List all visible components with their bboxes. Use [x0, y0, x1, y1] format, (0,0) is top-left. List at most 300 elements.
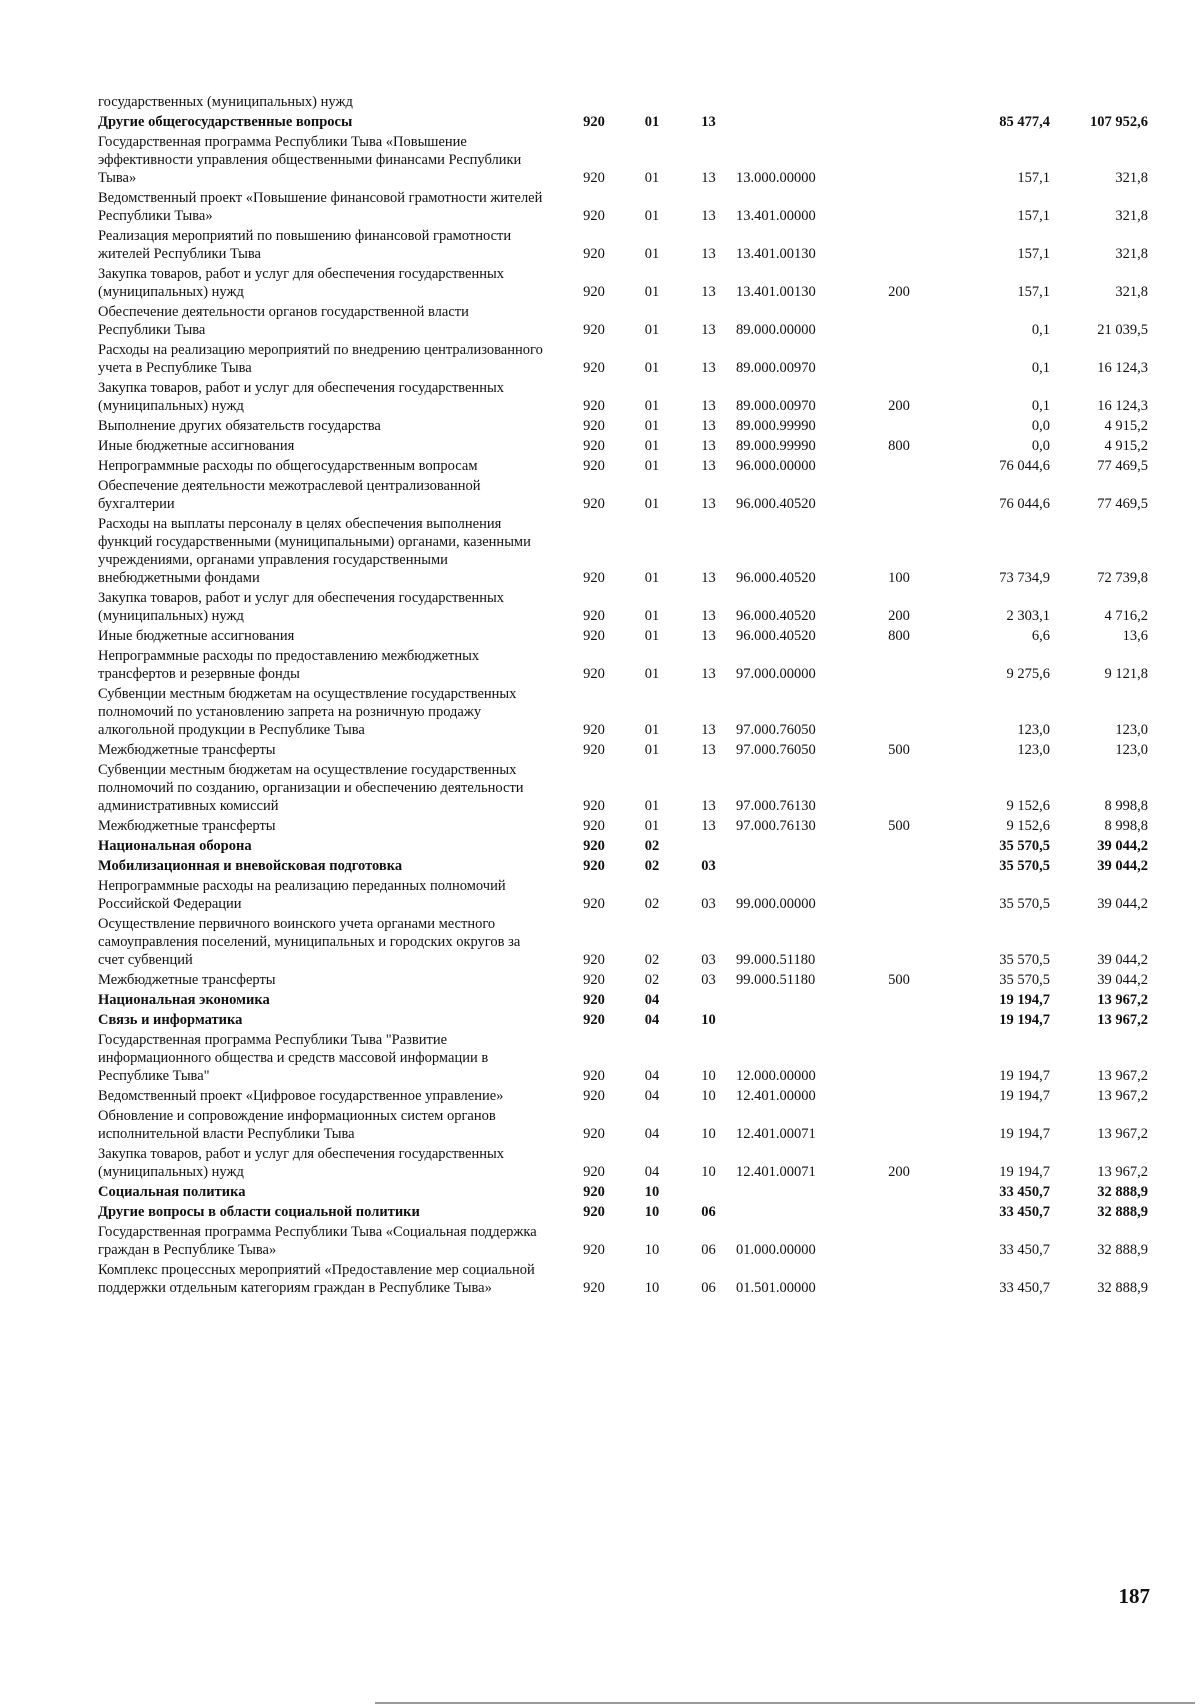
row-amount-year-2: 4 915,2	[1104, 438, 1148, 454]
row-description: Межбюджетные трансферты	[98, 972, 276, 988]
row-target-article-code: 96.000.40520	[736, 608, 816, 624]
row-grbs-code: 920	[583, 1280, 605, 1296]
row-section-code: 02	[644, 972, 660, 988]
row-expense-type-code	[866, 226, 932, 264]
row-amount-year-1: 33 450,7	[999, 1242, 1050, 1258]
row-amount-year-1: 35 570,5	[999, 838, 1050, 854]
row-expense-type-code	[866, 132, 932, 188]
row-amount-year-2: 4 716,2	[1104, 608, 1148, 624]
row-grbs-code: 920	[583, 398, 605, 414]
row-amount-year-2: 39 044,2	[1097, 838, 1148, 854]
row-amount-year-2: 39 044,2	[1097, 858, 1148, 874]
row-grbs-code: 920	[583, 992, 605, 1008]
table-row	[98, 112, 1148, 132]
table-row	[98, 378, 1148, 416]
row-grbs-code: 920	[583, 114, 605, 130]
row-amount-year-1: 0,1	[1031, 398, 1050, 414]
row-subsection-code: 13	[701, 208, 716, 224]
row-subsection-code: 06	[701, 1280, 716, 1296]
row-subsection-code: 03	[701, 858, 716, 874]
row-subsection-code: 10	[701, 1068, 716, 1084]
row-amount-year-1: 35 570,5	[999, 972, 1050, 988]
row-amount-year-2: 13 967,2	[1097, 1088, 1148, 1104]
row-amount-year-1: 35 570,5	[999, 896, 1050, 912]
row-grbs-code: 920	[583, 1164, 605, 1180]
table-row	[98, 456, 1148, 476]
row-target-article-code: 89.000.00970	[736, 360, 816, 376]
row-subsection-code: 13	[701, 418, 716, 434]
row-grbs-code: 920	[583, 722, 605, 738]
row-description: Государственная программа Республики Тыва «Повышение эффективности управления общественными финансами Республики Тыва»	[98, 134, 522, 186]
row-grbs-code: 920	[583, 972, 605, 988]
row-grbs-code: 920	[583, 952, 605, 968]
table-row	[98, 1144, 1148, 1182]
row-expense-type-code	[866, 188, 932, 226]
row-target-article-code: 13.401.00130	[736, 246, 816, 262]
row-section-code: 01	[644, 458, 660, 474]
row-subsection-code: 13	[701, 322, 716, 338]
row-target-article-code: 01.000.00000	[736, 1242, 816, 1258]
row-section-code: 01	[644, 170, 660, 186]
row-subsection-code: 13	[701, 666, 716, 682]
table-row	[98, 856, 1148, 876]
row-grbs-code: 920	[583, 496, 605, 512]
row-expense-type-code: 500	[888, 818, 910, 834]
row-target-article-code: 89.000.99990	[736, 418, 816, 434]
row-description: Иные бюджетные ассигнования	[98, 628, 295, 644]
row-expense-type-code	[866, 302, 932, 340]
row-grbs-code: 920	[583, 742, 605, 758]
row-expense-type-code	[866, 340, 932, 378]
row-amount-year-2: 8 998,8	[1104, 798, 1148, 814]
row-subsection-code: 13	[701, 170, 716, 186]
row-amount-year-1: 0,0	[1031, 438, 1050, 454]
row-amount-year-1: 157,1	[1017, 208, 1050, 224]
row-target-article-code: 01.501.00000	[736, 1280, 816, 1296]
row-expense-type-code	[866, 1010, 932, 1030]
row-grbs-code: 920	[583, 858, 605, 874]
table-row	[98, 876, 1148, 914]
row-grbs-code: 920	[583, 322, 605, 338]
row-expense-type-code	[866, 92, 932, 112]
row-grbs-code: 920	[583, 284, 605, 300]
row-amount-year-2: 32 888,9	[1097, 1204, 1148, 1220]
row-description: Иные бюджетные ассигнования	[98, 438, 295, 454]
row-subsection-code: 13	[701, 458, 716, 474]
row-grbs-code: 920	[583, 1242, 605, 1258]
table-row	[98, 836, 1148, 856]
row-amount-year-1: 19 194,7	[999, 992, 1050, 1008]
page-number: 187	[1118, 1584, 1150, 1608]
row-subsection-code	[681, 1182, 736, 1202]
row-subsection-code: 03	[701, 952, 716, 968]
row-expense-type-code	[866, 1260, 932, 1298]
row-grbs-code: 920	[583, 570, 605, 586]
row-subsection-code: 10	[701, 1164, 716, 1180]
row-amount-year-2: 77 469,5	[1097, 496, 1148, 512]
row-grbs-code: 920	[583, 1204, 605, 1220]
row-amount-year-2: 9 121,8	[1104, 666, 1148, 682]
row-subsection-code: 13	[701, 246, 716, 262]
row-target-article-code: 13.401.00000	[736, 208, 816, 224]
table-row	[98, 684, 1148, 740]
row-amount-year-2: 321,8	[1115, 170, 1148, 186]
row-section-code: 02	[644, 838, 660, 854]
row-amount-year-1: 76 044,6	[999, 496, 1050, 512]
row-amount-year-2: 39 044,2	[1097, 952, 1148, 968]
row-description: Другие вопросы в области социальной политики	[98, 1204, 420, 1220]
row-section-code: 04	[644, 1126, 660, 1142]
row-description: Обеспечение деятельности органов государственной власти Республики Тыва	[98, 304, 469, 338]
row-amount-year-2: 32 888,9	[1097, 1280, 1148, 1296]
row-expense-type-code	[866, 990, 932, 1010]
table-row	[98, 970, 1148, 990]
row-target-article-code: 99.000.00000	[736, 896, 816, 912]
row-target-article-code: 12.000.00000	[736, 1068, 816, 1084]
row-amount-year-1: 19 194,7	[999, 1068, 1050, 1084]
row-amount-year-2: 13 967,2	[1097, 1164, 1148, 1180]
row-subsection-code: 13	[701, 360, 716, 376]
row-description: Национальная экономика	[98, 992, 270, 1008]
row-grbs-code: 920	[583, 438, 605, 454]
row-description: Закупка товаров, работ и услуг для обеспечения государственных (муниципальных) нужд	[98, 380, 505, 414]
table-row	[98, 264, 1148, 302]
row-target-article-code: 97.000.76130	[736, 798, 816, 814]
row-target-article-code: 97.000.76050	[736, 722, 816, 738]
row-amount-year-1: 123,0	[1017, 742, 1050, 758]
row-description: Государственная программа Республики Тыва «Социальная поддержка граждан в Республике Тыва»	[98, 1224, 537, 1258]
row-amount-year-1: 19 194,7	[999, 1126, 1050, 1142]
row-expense-type-code	[866, 646, 932, 684]
row-grbs-code: 920	[583, 798, 605, 814]
row-section-code: 01	[644, 496, 660, 512]
row-description: Обновление и сопровождение информационных систем органов исполнительной власти Республики Тыва	[98, 1108, 496, 1142]
row-amount-year-1: 73 734,9	[999, 570, 1050, 586]
row-target-article-code: 99.000.51180	[736, 972, 816, 988]
row-section-code: 01	[644, 246, 660, 262]
row-description: Межбюджетные трансферты	[98, 818, 276, 834]
table-row	[98, 740, 1148, 760]
row-section-code: 04	[644, 1068, 660, 1084]
row-subsection-code: 13	[701, 722, 716, 738]
row-grbs-code: 920	[583, 838, 605, 854]
row-target-article-code: 13.000.00000	[736, 170, 816, 186]
table-row	[98, 476, 1148, 514]
row-amount-year-2: 321,8	[1115, 284, 1148, 300]
row-description: Расходы на выплаты персоналу в целях обеспечения выполнения функций государственными (муниципальными) органами, казенными учреждениями, органами управления государственными внебюджетными фондами	[98, 516, 531, 586]
row-target-article-code: 12.401.00071	[736, 1164, 816, 1180]
row-expense-type-code: 200	[888, 1164, 910, 1180]
row-description: Обеспечение деятельности межотраслевой централизованной бухгалтерии	[98, 478, 481, 512]
row-section-code: 01	[644, 742, 660, 758]
row-expense-type-code	[866, 760, 932, 816]
table-row	[98, 514, 1148, 588]
row-amount-year-1: 85 477,4	[999, 114, 1050, 130]
row-description: Закупка товаров, работ и услуг для обеспечения государственных (муниципальных) нужд	[98, 266, 505, 300]
row-amount-year-2: 13 967,2	[1097, 1126, 1148, 1142]
row-amount-year-1: 0,0	[1031, 418, 1050, 434]
row-target-article-code: 99.000.51180	[736, 952, 816, 968]
table-row	[98, 1106, 1148, 1144]
row-section-code: 01	[644, 570, 660, 586]
table-row	[98, 1202, 1148, 1222]
row-section-code: 02	[644, 858, 660, 874]
row-grbs-code: 920	[583, 818, 605, 834]
row-description: Субвенции местным бюджетам на осуществление государственных полномочий по установлению запрета на розничную продажу алкогольной продукции в Республике Тыва	[98, 686, 517, 738]
table-row	[98, 1086, 1148, 1106]
row-subsection-code: 10	[701, 1126, 716, 1142]
table-row	[98, 646, 1148, 684]
row-grbs-code: 920	[583, 208, 605, 224]
table-row	[98, 626, 1148, 646]
row-amount-year-2: 16 124,3	[1097, 360, 1148, 376]
table-row	[98, 1010, 1148, 1030]
row-section-code: 01	[644, 284, 660, 300]
row-section-code: 01	[644, 666, 660, 682]
row-expense-type-code: 200	[888, 398, 910, 414]
row-description: Ведомственный проект «Цифровое государственное управление»	[98, 1088, 504, 1104]
row-section-code: 01	[644, 322, 660, 338]
row-expense-type-code	[866, 112, 932, 132]
row-subsection-code	[681, 836, 736, 856]
row-description: Комплекс процессных мероприятий «Предоставление мер социальной поддержки отдельным категориям граждан в Республике Тыва»	[98, 1262, 535, 1296]
row-section-code: 02	[644, 896, 660, 912]
row-subsection-code: 13	[701, 818, 716, 834]
row-amount-year-2: 13 967,2	[1097, 1068, 1148, 1084]
row-expense-type-code	[866, 876, 932, 914]
row-section-code: 10	[644, 1280, 660, 1296]
row-grbs-code: 920	[583, 628, 605, 644]
row-section-code: 01	[644, 722, 660, 738]
row-amount-year-2: 72 739,8	[1097, 570, 1148, 586]
row-amount-year-1: 157,1	[1017, 246, 1050, 262]
row-grbs-code	[565, 92, 623, 112]
row-expense-type-code: 100	[888, 570, 910, 586]
row-subsection-code: 13	[701, 438, 716, 454]
row-amount-year-1: 33 450,7	[999, 1280, 1050, 1296]
row-amount-year-2: 77 469,5	[1097, 458, 1148, 474]
row-description: Закупка товаров, работ и услуг для обеспечения государственных (муниципальных) нужд	[98, 1146, 505, 1180]
row-target-article-code: 96.000.40520	[736, 628, 816, 644]
row-target-article-code	[736, 1202, 866, 1222]
row-description: Ведомственный проект «Повышение финансовой грамотности жителей Республики Тыва»	[98, 190, 543, 224]
row-description: Связь и информатика	[98, 1012, 243, 1028]
table-row	[98, 188, 1148, 226]
row-section-code: 04	[644, 1088, 660, 1104]
row-section-code: 04	[644, 1164, 660, 1180]
row-grbs-code: 920	[583, 608, 605, 624]
row-expense-type-code: 200	[888, 284, 910, 300]
row-description: Расходы на реализацию мероприятий по внедрению централизованного учета в Республике Тыва	[98, 342, 543, 376]
row-section-code: 02	[644, 952, 660, 968]
row-expense-type-code	[866, 684, 932, 740]
row-grbs-code: 920	[583, 360, 605, 376]
row-target-article-code: 12.401.00000	[736, 1088, 816, 1104]
row-amount-year-2: 13 967,2	[1097, 992, 1148, 1008]
row-section-code: 01	[644, 608, 660, 624]
row-target-article-code: 96.000.00000	[736, 458, 816, 474]
row-section-code: 10	[644, 1184, 660, 1200]
row-section-code: 01	[644, 818, 660, 834]
table-row	[98, 416, 1148, 436]
row-amount-year-2: 16 124,3	[1097, 398, 1148, 414]
row-grbs-code: 920	[583, 1184, 605, 1200]
row-subsection-code	[681, 92, 736, 112]
row-expense-type-code	[866, 1030, 932, 1086]
table-row	[98, 340, 1148, 378]
row-amount-year-1: 6,6	[1031, 628, 1050, 644]
row-section-code: 04	[644, 1012, 660, 1028]
row-amount-year-1: 19 194,7	[999, 1164, 1050, 1180]
bottom-rule	[375, 1702, 1195, 1704]
row-expense-type-code	[866, 456, 932, 476]
row-amount-year-2: 321,8	[1115, 246, 1148, 262]
row-expense-type-code	[866, 1222, 932, 1260]
row-amount-year-2: 8 998,8	[1104, 818, 1148, 834]
row-subsection-code: 06	[701, 1242, 716, 1258]
table-row	[98, 226, 1148, 264]
row-section-code: 10	[644, 1204, 660, 1220]
row-section-code: 04	[644, 992, 660, 1008]
row-expense-type-code: 500	[888, 972, 910, 988]
row-section-code: 01	[644, 114, 660, 130]
row-amount-year-1: 2 303,1	[1006, 608, 1050, 624]
row-expense-type-code: 800	[888, 628, 910, 644]
row-expense-type-code	[866, 1086, 932, 1106]
table-row	[98, 914, 1148, 970]
row-amount-year-2	[1050, 92, 1148, 112]
row-section-code: 01	[644, 628, 660, 644]
row-amount-year-2: 21 039,5	[1097, 322, 1148, 338]
row-target-article-code	[736, 112, 866, 132]
row-description: Межбюджетные трансферты	[98, 742, 276, 758]
row-grbs-code: 920	[583, 458, 605, 474]
row-amount-year-1: 35 570,5	[999, 858, 1050, 874]
row-target-article-code	[736, 836, 866, 856]
row-target-article-code: 89.000.99990	[736, 438, 816, 454]
row-amount-year-1: 35 570,5	[999, 952, 1050, 968]
row-amount-year-1: 9 152,6	[1006, 798, 1050, 814]
row-section-code: 01	[644, 360, 660, 376]
table-row	[98, 990, 1148, 1010]
row-description: Мобилизационная и вневойсковая подготовка	[98, 858, 403, 874]
row-expense-type-code: 200	[888, 608, 910, 624]
row-description: Другие общегосударственные вопросы	[98, 114, 353, 130]
row-subsection-code: 13	[701, 628, 716, 644]
row-expense-type-code	[866, 1106, 932, 1144]
row-amount-year-2: 107 952,6	[1090, 114, 1148, 130]
row-grbs-code: 920	[583, 1068, 605, 1084]
table-body	[98, 92, 1148, 1298]
row-description: государственных (муниципальных) нужд	[98, 94, 353, 110]
row-grbs-code: 920	[583, 1088, 605, 1104]
row-amount-year-2: 321,8	[1115, 208, 1148, 224]
row-section-code: 01	[644, 208, 660, 224]
table-row	[98, 436, 1148, 456]
row-amount-year-2: 13,6	[1122, 628, 1148, 644]
row-amount-year-1: 157,1	[1017, 170, 1050, 186]
row-expense-type-code	[866, 1202, 932, 1222]
row-description: Социальная политика	[98, 1184, 246, 1200]
row-amount-year-2: 32 888,9	[1097, 1184, 1148, 1200]
row-amount-year-1: 0,1	[1031, 360, 1050, 376]
table-row	[98, 588, 1148, 626]
row-expense-type-code: 800	[888, 438, 910, 454]
row-amount-year-2: 123,0	[1115, 722, 1148, 738]
row-section-code: 10	[644, 1242, 660, 1258]
row-description: Непрограммные расходы по общегосударственным вопросам	[98, 458, 478, 474]
row-amount-year-2: 39 044,2	[1097, 896, 1148, 912]
row-target-article-code: 97.000.76130	[736, 818, 816, 834]
row-target-article-code	[736, 1010, 866, 1030]
row-amount-year-2: 13 967,2	[1097, 1012, 1148, 1028]
row-description: Выполнение других обязательств государства	[98, 418, 381, 434]
row-description: Национальная оборона	[98, 838, 252, 854]
row-section-code: 01	[644, 798, 660, 814]
row-description: Закупка товаров, работ и услуг для обеспечения государственных (муниципальных) нужд	[98, 590, 505, 624]
row-target-article-code: 96.000.40520	[736, 496, 816, 512]
row-amount-year-1: 9 152,6	[1006, 818, 1050, 834]
table-row	[98, 1260, 1148, 1298]
row-description: Реализация мероприятий по повышению финансовой грамотности жителей Республики Тыва	[98, 228, 512, 262]
row-target-article-code: 89.000.00970	[736, 398, 816, 414]
row-subsection-code: 13	[701, 742, 716, 758]
row-target-article-code: 13.401.00130	[736, 284, 816, 300]
row-section-code: 01	[644, 418, 660, 434]
row-target-article-code	[736, 92, 866, 112]
row-grbs-code: 920	[583, 1012, 605, 1028]
row-expense-type-code	[866, 914, 932, 970]
row-target-article-code: 96.000.40520	[736, 570, 816, 586]
row-amount-year-1: 76 044,6	[999, 458, 1050, 474]
row-grbs-code: 920	[583, 896, 605, 912]
table-row	[98, 302, 1148, 340]
row-target-article-code	[736, 990, 866, 1010]
row-grbs-code: 920	[583, 418, 605, 434]
row-expense-type-code	[866, 1182, 932, 1202]
row-expense-type-code: 500	[888, 742, 910, 758]
row-target-article-code: 97.000.00000	[736, 666, 816, 682]
table-row	[98, 1182, 1148, 1202]
row-target-article-code	[736, 1182, 866, 1202]
row-description: Осуществление первичного воинского учета органами местного самоуправления поселений, муниципальных и городских округов за счет субвенций	[98, 916, 521, 968]
row-amount-year-2: 4 915,2	[1104, 418, 1148, 434]
row-description: Субвенции местным бюджетам на осуществление государственных полномочий по созданию, организации и обеспечению деятельности административных комиссий	[98, 762, 524, 814]
row-section-code: 01	[644, 438, 660, 454]
row-expense-type-code	[866, 476, 932, 514]
row-subsection-code: 13	[701, 398, 716, 414]
table-row	[98, 1030, 1148, 1086]
row-amount-year-1: 19 194,7	[999, 1088, 1050, 1104]
row-target-article-code: 97.000.76050	[736, 742, 816, 758]
row-amount-year-2: 39 044,2	[1097, 972, 1148, 988]
row-expense-type-code	[866, 856, 932, 876]
row-amount-year-2: 123,0	[1115, 742, 1148, 758]
row-amount-year-1: 157,1	[1017, 284, 1050, 300]
row-subsection-code: 13	[701, 798, 716, 814]
row-subsection-code: 03	[701, 972, 716, 988]
row-expense-type-code	[866, 836, 932, 856]
row-subsection-code: 13	[701, 284, 716, 300]
budget-table	[98, 92, 1148, 1298]
table-row	[98, 132, 1148, 188]
row-subsection-code: 03	[701, 896, 716, 912]
table-row	[98, 816, 1148, 836]
row-amount-year-1: 9 275,6	[1006, 666, 1050, 682]
row-subsection-code: 13	[701, 496, 716, 512]
row-subsection-code: 13	[701, 114, 716, 130]
row-subsection-code: 06	[701, 1204, 716, 1220]
